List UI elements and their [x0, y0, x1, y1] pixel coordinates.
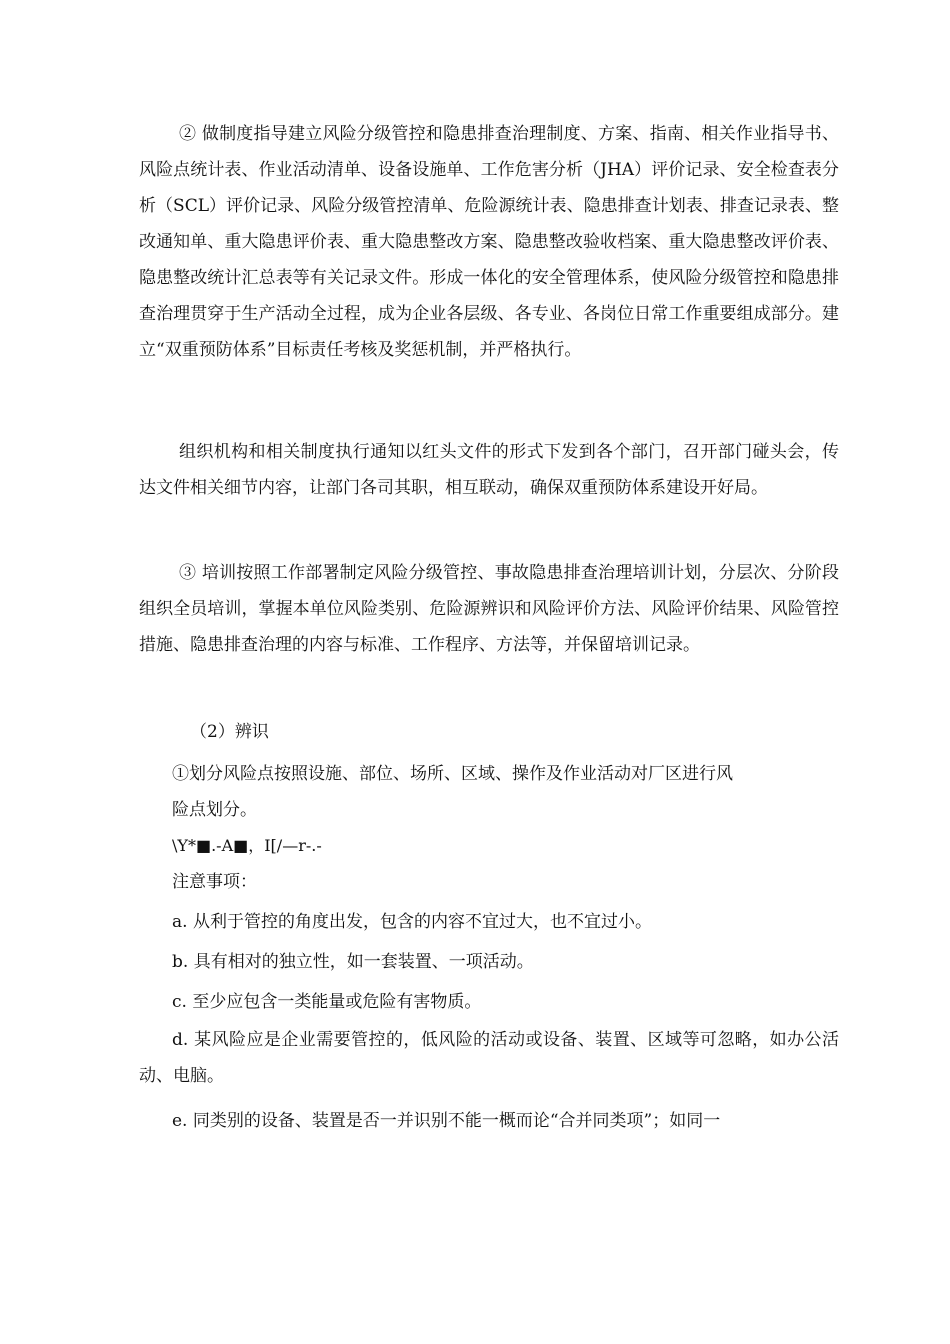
notes-title: 注意事项： [172, 872, 257, 892]
note-a: a. 从利于管控的角度出发，包含的内容不宜过大，也不宜过小。 [172, 912, 652, 932]
note-d: d. 某风险应是企业需要管控的，低风险的活动或设备、装置、区域等可忽略，如办公活动、电脑。 [139, 1030, 839, 1086]
paragraph-risk-point-line1: ①划分风险点按照设施、部位、场所、区域、操作及作业活动对厂区进行风 [172, 764, 733, 784]
note-e: e. 同类别的设备、装置是否一并识别不能一概而论“合并同类项”；如同一 [172, 1111, 721, 1131]
garbled-ocr-text: \Y*■.-A■，I[/—r-.- [172, 836, 322, 855]
note-b: b. 具有相对的独立性，如一套装置、一项活动。 [172, 952, 534, 972]
paragraph-institution-guidance: ② 做制度指导建立风险分级管控和隐患排查治理制度、方案、指南、相关作业指导书、风险点统计表、作业活动清单、设备设施单、工作危害分析（JHA）评价记录、安全检查表分析（SCL）评价记录、风险分级管控清单、危险源统计表、隐患排查计划表、排查记录表、整改通知单、重大隐患评价表、重大隐患整改方案、隐患整改验收档案、重大隐患整改评价表、隐患整改统计汇总表等有关记录文件。形成一体化的安全管理体系，使风险分级管控和隐患排查治理贯穿于生产活动全过程，成为企业各层级、各专业、各岗位日常工作重要组成部分。建立“双重预防体系”目标责任考核及奖惩机制，并严格执行。 [139, 124, 839, 360]
paragraph-organization-notice: 组织机构和相关制度执行通知以红头文件的形式下发到各个部门，召开部门碰头会，传达文件相关细节内容，让部门各司其职，相互联动，确保双重预防体系建设开好局。 [139, 442, 839, 498]
note-c: c. 至少应包含一类能量或危险有害物质。 [172, 992, 482, 1012]
paragraph-risk-point-line2: 险点划分。 [172, 800, 257, 820]
section-heading-identification: （2）辨识 [190, 722, 269, 742]
paragraph-training: ③ 培训按照工作部署制定风险分级管控、事故隐患排查治理培训计划，分层次、分阶段组织全员培训，掌握本单位风险类别、危险源辨识和风险评价方法、风险评价结果、风险管控措施、隐患排查治理的内容与标准、工作程序、方法等，并保留培训记录。 [139, 563, 839, 655]
